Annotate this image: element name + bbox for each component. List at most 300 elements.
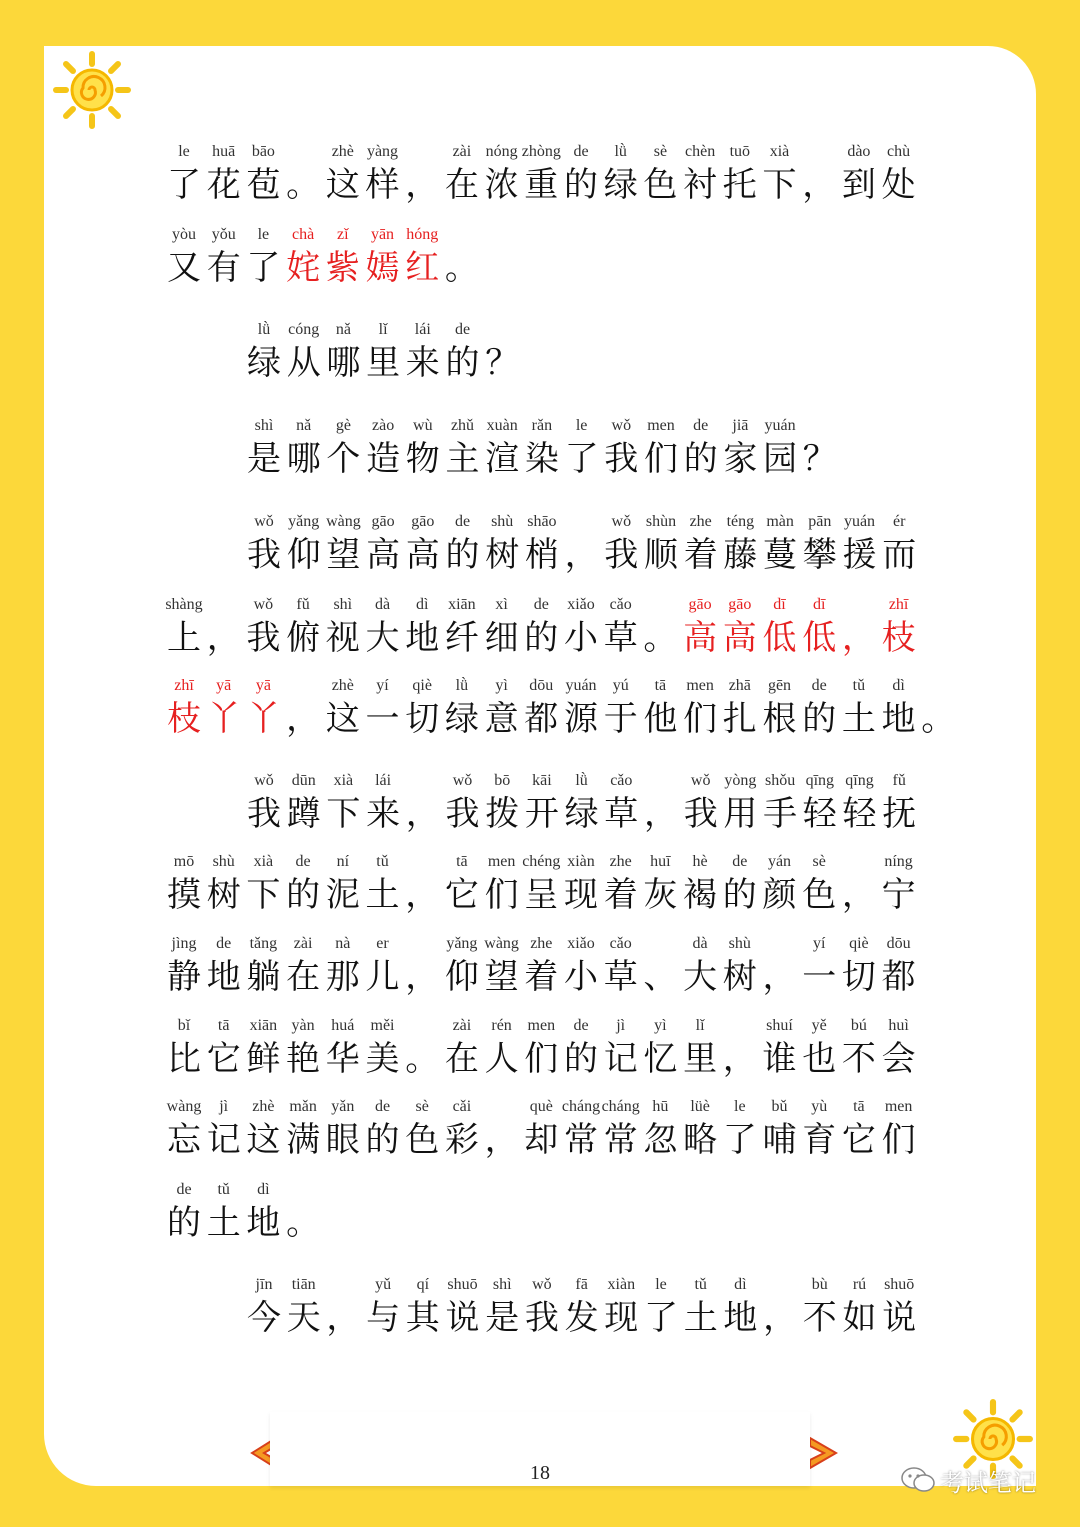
hanzi: 仰: [286, 535, 321, 575]
pinyin: le: [178, 143, 190, 160]
hanzi: 绿: [444, 699, 479, 739]
hanzi: 来: [366, 794, 401, 834]
pinyin: dào: [847, 143, 871, 160]
pinyin: tā: [456, 853, 468, 870]
hanzi: 大: [683, 957, 718, 997]
pinyin: xià: [333, 772, 354, 789]
pinyin: rén: [491, 1017, 512, 1034]
pinyin: hū: [652, 1098, 669, 1115]
pinyin: gè: [335, 417, 351, 434]
pinyin: xiān: [448, 596, 476, 613]
pinyin: xiàn: [607, 1276, 636, 1293]
pinyin: cǎo: [609, 596, 632, 613]
hanzi: 在: [286, 957, 321, 997]
hanzi: 地: [723, 1298, 758, 1338]
character: [363, 935, 403, 1013]
hanzi: 丫: [206, 699, 241, 739]
pinyin: bō: [494, 772, 511, 789]
hanzi: 土: [683, 1298, 718, 1338]
pinyin: zài: [293, 935, 313, 952]
pinyin: de: [533, 596, 549, 613]
pinyin: dì: [415, 596, 429, 613]
hanzi: 我: [683, 794, 718, 834]
hanzi: 了: [644, 1298, 678, 1338]
hanzi: 着: [524, 957, 559, 997]
hanzi: 的: [564, 165, 598, 205]
pinyin: dōu: [529, 677, 554, 694]
hanzi: 根: [762, 699, 797, 739]
hanzi: 里: [683, 1039, 718, 1079]
hanzi: 是: [247, 439, 281, 479]
hanzi: ，: [763, 1298, 798, 1338]
pinyin: wǒ: [253, 596, 274, 613]
watermark: [900, 1460, 1070, 1500]
hanzi: 枝: [881, 618, 916, 658]
hanzi: 比: [167, 1039, 201, 1079]
pinyin: lǜ: [257, 321, 271, 338]
pinyin: bǔ: [771, 1098, 788, 1115]
hanzi: ，: [841, 875, 876, 915]
hanzi: 的: [524, 618, 559, 658]
pinyin: nǎ: [296, 417, 312, 434]
hanzi: 丫: [246, 699, 281, 739]
pinyin: yì: [495, 677, 508, 694]
hanzi: 与: [366, 1298, 401, 1338]
pinyin: què: [529, 1098, 553, 1115]
hanzi: 低: [762, 618, 797, 658]
hanzi: 主: [445, 439, 480, 479]
character: [800, 417, 840, 495]
character: [363, 853, 403, 931]
hanzi: ，: [762, 957, 797, 997]
pinyin: shù: [491, 513, 514, 530]
pinyin: nà: [335, 935, 351, 952]
hanzi: 了: [564, 439, 599, 479]
hanzi: 这: [325, 165, 360, 205]
highlighted-character: [402, 226, 442, 304]
hanzi: 的: [365, 1120, 400, 1160]
pinyin: yǎn: [331, 1098, 355, 1115]
pinyin: cháng: [561, 1098, 601, 1115]
pinyin: yě: [811, 1017, 827, 1034]
pinyin: cǎo: [610, 772, 633, 789]
hanzi: 有: [206, 248, 241, 288]
watermark-text: 考试笔记: [940, 1468, 1036, 1497]
pinyin: yòu: [172, 226, 196, 243]
hanzi: 着: [603, 875, 638, 915]
pinyin: yán: [767, 853, 792, 870]
hanzi: 们: [683, 699, 718, 739]
hanzi: ？: [802, 439, 837, 479]
pinyin: de: [374, 1098, 391, 1115]
pinyin: gāo: [688, 596, 712, 613]
hanzi: 其: [405, 1298, 440, 1338]
pinyin: xuàn: [486, 417, 518, 434]
pinyin: shì: [254, 417, 274, 434]
hanzi: 、: [643, 957, 678, 997]
hanzi: 花: [206, 165, 241, 205]
hanzi: 于: [603, 699, 638, 739]
character: [879, 513, 919, 591]
hanzi: 的: [445, 343, 480, 383]
pinyin: huá: [331, 1017, 355, 1034]
hanzi: 小: [564, 618, 598, 658]
hanzi: 的: [802, 699, 837, 739]
hanzi: 说: [445, 1298, 480, 1338]
pinyin: gāo: [728, 596, 752, 613]
pinyin: wàng: [484, 935, 519, 952]
hanzi: 地: [206, 957, 241, 997]
hanzi: 藤: [723, 535, 758, 575]
pinyin: sè: [653, 143, 668, 160]
pinyin: dì: [257, 1181, 270, 1198]
pinyin: men: [884, 1098, 913, 1115]
hanzi: 哪: [326, 343, 361, 383]
hanzi: 抚: [882, 794, 917, 834]
hanzi: 地: [405, 618, 440, 658]
pinyin: zhè: [331, 677, 354, 694]
highlighted-character: [799, 596, 839, 674]
pinyin: yā: [216, 677, 232, 694]
pinyin: yǎng: [288, 513, 320, 530]
text-line: [0, 1181, 1080, 1259]
pinyin: yuán: [843, 513, 876, 530]
hanzi: 援: [842, 535, 877, 575]
pinyin: tā: [654, 677, 667, 694]
hanzi: 。: [286, 165, 321, 205]
pinyin: zhè: [252, 1098, 275, 1115]
character: [283, 1181, 323, 1259]
pinyin: měi: [370, 1017, 395, 1034]
hanzi: 扎: [722, 699, 757, 739]
character: [879, 772, 919, 850]
hanzi: 高: [722, 618, 757, 658]
character: [720, 1276, 760, 1354]
hanzi: 褐: [683, 875, 718, 915]
hanzi: 记: [206, 1120, 241, 1160]
pinyin: lái: [375, 772, 392, 789]
pinyin: gēn: [767, 677, 792, 694]
pinyin: lǜ: [455, 677, 469, 694]
character: [601, 596, 641, 674]
hanzi: 物: [405, 439, 440, 479]
hanzi: 绿: [564, 794, 599, 834]
hanzi: 的: [167, 1203, 201, 1243]
text-line: [0, 596, 1080, 674]
pinyin: de: [732, 853, 748, 870]
hanzi: 纤: [444, 618, 479, 658]
hanzi: 的: [445, 535, 480, 575]
hanzi: 这: [325, 699, 360, 739]
character: [918, 677, 958, 755]
hanzi: 苞: [246, 165, 281, 205]
pinyin: xiàn: [567, 853, 595, 870]
pinyin: yàng: [366, 143, 399, 160]
pinyin: tiān: [291, 1276, 316, 1293]
hanzi: 如: [842, 1298, 877, 1338]
pinyin: lǐ: [378, 321, 388, 338]
hanzi: 土: [365, 875, 400, 915]
pinyin: shuō: [884, 1276, 915, 1293]
hanzi: 哪: [286, 439, 321, 479]
pinyin: dī: [812, 596, 826, 613]
pinyin: cóng: [288, 321, 320, 338]
character: [879, 143, 919, 221]
pinyin: yuán: [565, 677, 597, 694]
hanzi: 华: [325, 1039, 360, 1079]
text-line: [0, 853, 1080, 931]
hanzi: 常: [603, 1120, 638, 1160]
hanzi: 忘: [167, 1120, 201, 1160]
hanzi: 它: [444, 875, 479, 915]
hanzi: 从: [286, 343, 321, 383]
hanzi: 育: [802, 1120, 837, 1160]
hanzi: 衬: [683, 165, 718, 205]
pinyin: xià: [769, 143, 790, 160]
pinyin: gāo: [371, 513, 395, 530]
pinyin: fā: [575, 1276, 588, 1293]
pinyin: de: [454, 321, 471, 338]
character: [522, 513, 562, 591]
hanzi: 来: [405, 343, 440, 383]
hanzi: ，: [644, 794, 678, 834]
hanzi: 望: [326, 535, 361, 575]
hanzi: 绿: [603, 165, 638, 205]
pinyin: huì: [888, 1017, 909, 1034]
pinyin: dì: [734, 1276, 747, 1293]
hanzi: ，: [722, 1039, 757, 1079]
pinyin: ér: [892, 513, 906, 530]
character: [243, 1181, 283, 1259]
pinyin: men: [487, 853, 516, 870]
hanzi: 在: [444, 165, 479, 205]
pinyin: yí: [376, 677, 389, 694]
hanzi: 浓: [484, 165, 519, 205]
hanzi: 色: [643, 165, 678, 205]
hanzi: 今: [247, 1298, 281, 1338]
pinyin: wǒ: [611, 417, 632, 434]
pinyin: lǜ: [575, 772, 588, 789]
hanzi: 切: [405, 699, 440, 739]
hanzi: 草: [604, 794, 639, 834]
hanzi: 拨: [485, 794, 520, 834]
hanzi: 的: [286, 875, 321, 915]
pinyin: hè: [692, 853, 708, 870]
pinyin: tǔ: [217, 1181, 230, 1198]
hanzi: 也: [802, 1039, 837, 1079]
hanzi: 天: [286, 1298, 321, 1338]
pinyin: lǐ: [695, 1017, 705, 1034]
hanzi: 我: [604, 535, 639, 575]
hanzi: 彩: [444, 1120, 479, 1160]
hanzi: 攀: [802, 535, 837, 575]
hanzi: ，: [405, 875, 440, 915]
character: [443, 321, 483, 399]
pinyin: huā: [212, 143, 236, 160]
pinyin: bǐ: [177, 1017, 191, 1034]
hanzi: 家: [723, 439, 758, 479]
hanzi: 小: [564, 957, 598, 997]
pinyin: xiǎo: [567, 596, 595, 613]
text-line: [0, 677, 1080, 755]
hanzi: 艳: [286, 1039, 321, 1079]
hanzi: 样: [365, 165, 400, 205]
text-line: [0, 226, 1080, 304]
pinyin: gāo: [411, 513, 435, 530]
hanzi: 宁: [881, 875, 916, 915]
hanzi: 忆: [643, 1039, 678, 1079]
pinyin: tā: [217, 1017, 230, 1034]
character: [363, 772, 403, 850]
pinyin: zài: [452, 143, 472, 160]
pinyin: zhe: [609, 853, 632, 870]
hanzi: 。: [921, 699, 956, 739]
pinyin: bù: [811, 1276, 828, 1293]
pinyin: zài: [452, 1017, 472, 1034]
text-line: [0, 417, 1080, 495]
hanzi: 的: [722, 875, 757, 915]
pinyin: shùn: [645, 513, 677, 530]
pinyin: yòng: [724, 772, 757, 789]
pinyin: hóng: [406, 226, 439, 243]
pinyin: shuí: [766, 1017, 793, 1034]
hanzi: 摸: [167, 875, 201, 915]
hanzi: 静: [167, 957, 201, 997]
pinyin: bú: [850, 1017, 867, 1034]
pinyin: yì: [654, 1017, 667, 1034]
pinyin: níng: [884, 853, 913, 870]
hanzi: 谁: [762, 1039, 797, 1079]
hanzi: 。: [405, 1039, 440, 1079]
hanzi: 梢: [524, 535, 559, 575]
hanzi: 了: [722, 1120, 757, 1160]
pinyin: bāo: [251, 143, 275, 160]
hanzi: 细: [484, 618, 519, 658]
hanzi: 红: [405, 248, 440, 288]
character: [760, 143, 800, 221]
hanzi: 处: [881, 165, 916, 205]
hanzi: ，: [206, 618, 241, 658]
pinyin: qiè: [849, 935, 869, 952]
hanzi: 重: [524, 165, 559, 205]
hanzi: 那: [325, 957, 360, 997]
text-line: [0, 513, 1080, 591]
character: [284, 1276, 324, 1354]
hanzi: 我: [246, 618, 281, 658]
pinyin: yǒu: [211, 226, 236, 243]
pinyin: lǜ: [614, 143, 627, 160]
pinyin: jiā: [732, 417, 749, 434]
hanzi: 不: [841, 1039, 876, 1079]
hanzi: 在: [444, 1039, 479, 1079]
pinyin: cǎi: [452, 1098, 472, 1115]
pinyin: qiè: [412, 677, 432, 694]
hanzi: 紫: [325, 248, 360, 288]
pinyin: qīng: [845, 772, 874, 789]
hanzi: 它: [206, 1039, 241, 1079]
hanzi: 用: [723, 794, 758, 834]
hanzi: ，: [841, 618, 876, 658]
character: [879, 935, 919, 1013]
hanzi: 人: [484, 1039, 519, 1079]
hanzi: 又: [167, 248, 201, 288]
pinyin: shuō: [447, 1276, 478, 1293]
pinyin: chà: [291, 226, 315, 243]
pinyin: zhe: [689, 513, 712, 530]
pinyin: fǔ: [892, 772, 906, 789]
hanzi: 记: [603, 1039, 638, 1079]
pinyin: pān: [808, 513, 832, 530]
hanzi: 到: [841, 165, 876, 205]
pinyin: qí: [416, 1276, 430, 1293]
pinyin: tā: [853, 1098, 865, 1115]
hanzi: 了: [246, 248, 281, 288]
hanzi: 躺: [246, 957, 281, 997]
hanzi: ，: [484, 1120, 519, 1160]
character: [799, 853, 839, 931]
highlighted-character: [243, 677, 283, 755]
hanzi: 下: [326, 794, 361, 834]
pinyin: yā: [255, 677, 271, 694]
hanzi: ？: [485, 343, 520, 383]
character: [482, 321, 522, 399]
pinyin: tǔ: [376, 853, 389, 870]
pinyin: shì: [492, 1276, 512, 1293]
text-line: [0, 321, 1080, 399]
pinyin: zhī: [888, 596, 909, 613]
hanzi: 呈: [524, 875, 559, 915]
pinyin: zhī: [174, 677, 194, 694]
hanzi: 个: [326, 439, 361, 479]
hanzi: 开: [524, 794, 559, 834]
hanzi: 顺: [644, 535, 678, 575]
hanzi: 轻: [802, 794, 837, 834]
highlighted-character: [879, 596, 919, 674]
hanzi: 切: [841, 957, 876, 997]
text-line: [0, 143, 1080, 221]
pinyin: de: [216, 935, 232, 952]
hanzi: 我: [247, 535, 281, 575]
character: [164, 596, 204, 674]
hanzi: ，: [405, 794, 440, 834]
pinyin: jìng: [171, 935, 197, 952]
pinyin: ní: [336, 853, 350, 870]
hanzi: 土: [206, 1203, 241, 1243]
hanzi: 着: [683, 535, 718, 575]
hanzi: 造: [366, 439, 401, 479]
hanzi: 草: [603, 618, 638, 658]
hanzi: 却: [524, 1120, 559, 1160]
pinyin: jì: [219, 1098, 229, 1115]
character: [879, 1276, 919, 1354]
pinyin: dà: [374, 596, 391, 613]
hanzi: 色: [405, 1120, 440, 1160]
pinyin: de: [176, 1181, 192, 1198]
pinyin: dà: [692, 935, 708, 952]
pinyin: men: [647, 417, 675, 434]
hanzi: 我: [524, 1298, 559, 1338]
hanzi: 高: [683, 618, 718, 658]
hanzi: 们: [881, 1120, 916, 1160]
pinyin: shàng: [165, 596, 203, 613]
pinyin: jì: [616, 1017, 626, 1034]
hanzi: 我: [604, 439, 639, 479]
hanzi: 的: [564, 1039, 598, 1079]
pinyin: xià: [253, 853, 274, 870]
pinyin: xiān: [249, 1017, 278, 1034]
hanzi: 。: [444, 248, 479, 288]
hanzi: 园: [763, 439, 798, 479]
